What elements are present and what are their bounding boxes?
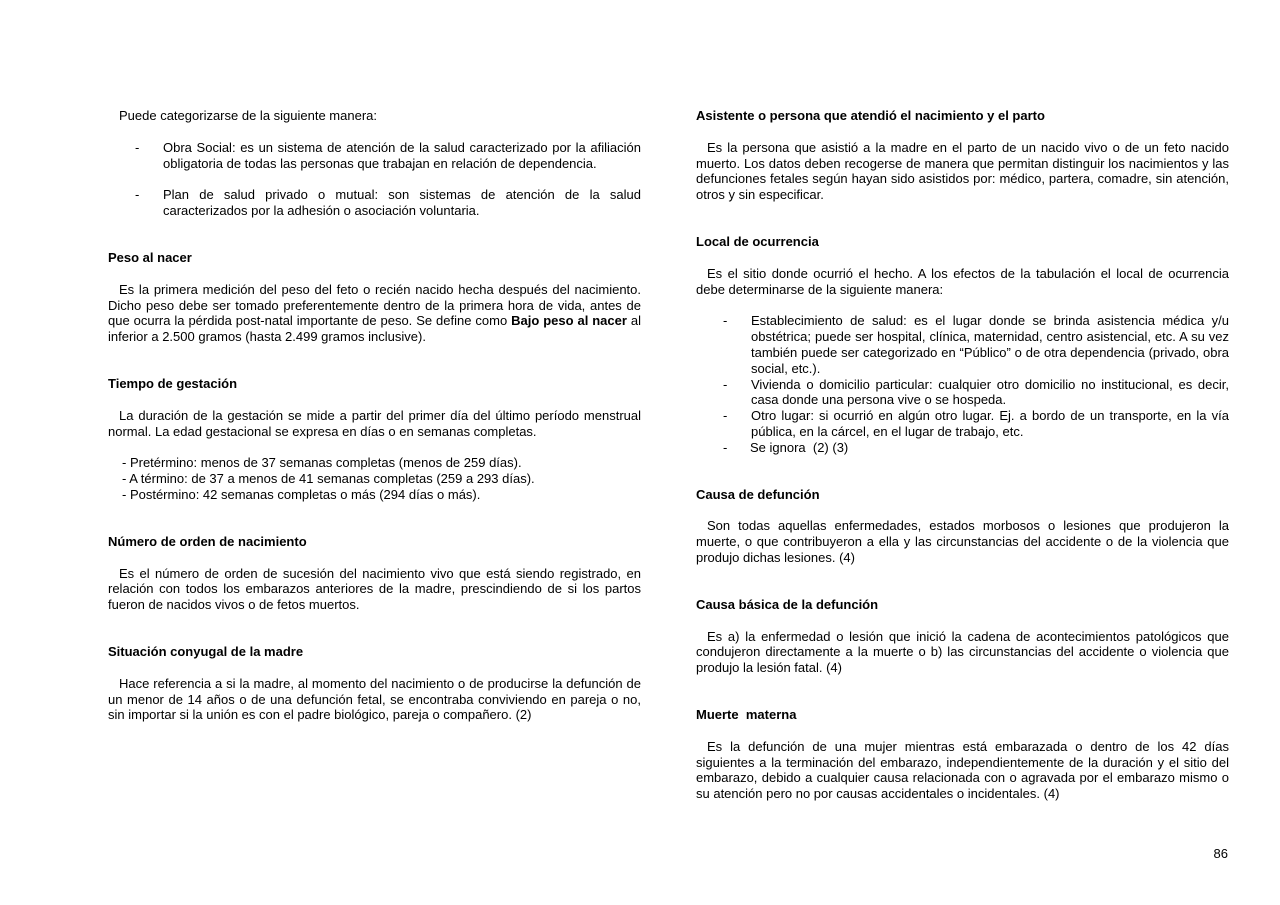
- left-column: [108, 108, 641, 723]
- place-list: [696, 313, 1229, 455]
- cause-of-death-paragraph: Son todas aquellas enfermedades, estados morbosos o lesiones que produjeron la muerte, o que contribuyeron a ella y las circunstancias del accidente o de la violencia que produjo dichas lesiones. (4): [696, 518, 1229, 565]
- page-number: 86: [1213, 846, 1228, 861]
- list-item: - Se ignora (2) (3): [723, 439, 849, 455]
- gestation-category-term: - A término: de 37 a menos de 41 semanas completas (259 a 293 días).: [122, 471, 535, 487]
- list-item: - Plan de salud privado o mutual: son sistemas de atención de la salud caracterizados por la adhesión o asociación voluntaria.: [135, 187, 641, 219]
- section-heading-attendant: Asistente o persona que atendió el nacimiento y el parto: [696, 108, 1045, 123]
- section-heading-maternal-death: Muerte materna: [696, 706, 797, 722]
- coverage-list-2: [108, 187, 641, 219]
- right-column: [696, 108, 1229, 802]
- section-heading-place: Local de ocurrencia: [696, 233, 819, 249]
- birth-weight-paragraph: Es la primera medición del peso del feto o recién nacido hecha después del nacimiento. Dicho peso debe ser tomado preferentemente dentro de la primera hora de vida, antes de que ocurra la pérdida post-natal importante de peso. Se define como Bajo peso al nacer al inferior a 2.500 gramos (hasta 2.499 gramos inclusive).: [108, 281, 641, 345]
- section-heading-birth-order: Número de orden de nacimiento: [108, 533, 307, 549]
- list-item-text: Plan de salud privado o mutual: son sistemas de atención de la salud caracterizados por la adhesión o asociación voluntaria.: [163, 187, 641, 219]
- list-item: - Establecimiento de salud: es el lugar donde se brinda asistencia médica y/u obstétrica; puede ser hospital, clínica, maternidad, centro asistencial, etc. A su vez también puede ser categorizado en “Público” o de otra dependencia (privado, obra social, etc.).: [723, 313, 1229, 376]
- gestation-paragraph: La duración de la gestación se mide a partir del primer día del último período menstrual normal. La edad gestacional se expresa en días o en semanas completas.: [108, 407, 641, 439]
- list-item-text: Establecimiento de salud: es el lugar donde se brinda asistencia médica y/u obstétrica; puede ser hospital, clínica, maternidad, centro asistencial, etc. A su vez también puede ser categorizado en “Público” o de otra dependencia (privado, obra social, etc.).: [751, 313, 1229, 376]
- gestation-category-preterm: - Pretérmino: menos de 37 semanas completas (menos de 259 días).: [122, 455, 522, 471]
- list-item-text: Vivienda o domicilio particular: cualquier otro domicilio no institucional, es decir, casa donde una persona vive o se hospeda.: [751, 376, 1229, 408]
- list-item-text: Obra Social: es un sistema de atención de la salud caracterizado por la afiliación obligatoria de todas las personas que trabajan en relación de dependencia.: [163, 139, 641, 171]
- marital-status-paragraph: Hace referencia a si la madre, al momento del nacimiento o de producirse la defunción de un menor de 14 años o de una defunción fetal, se encontraba conviviendo en pareja o no, sin importar si la unión es con el padre biológico, pareja o compañero. (2): [108, 675, 641, 723]
- section-heading-gestation: Tiempo de gestación: [108, 375, 238, 391]
- section-heading-cause-of-death: Causa de defunción: [696, 486, 820, 502]
- section-heading-birth-weight: Peso al nacer: [108, 249, 192, 265]
- birth-order-paragraph: Es el número de orden de sucesión del nacimiento vivo que está siendo registrado, en relación con todos los embarazos anteriores de la madre, prescindiendo de si los partos fueron de nacidos vivos o de fetos muertos.: [108, 565, 641, 613]
- coverage-list: [108, 140, 641, 172]
- section-heading-underlying-cause: Causa básica de la defunción: [696, 596, 879, 612]
- list-item: - Obra Social: es un sistema de atención de la salud caracterizado por la afiliación obligatoria de todas las personas que trabajan en relación de dependencia.: [135, 139, 641, 171]
- list-item: - Vivienda o domicilio particular: cualquier otro domicilio no institucional, es decir, casa donde una persona vive o se hospeda.: [723, 376, 1229, 408]
- attendant-paragraph: Es la persona que asistió a la madre en el parto de un nacido vivo o de un feto nacido muerto. Los datos deben recogerse de manera que permitan distinguir los nacimientos y las defunciones fetales según hayan sido asistidos por: médico, partera, comadre, sin atención, otros y sin especificar.: [696, 139, 1229, 203]
- list-item: - Otro lugar: si ocurrió en algún otro lugar. Ej. a bordo de un transporte, en la vía pública, en la cárcel, en el lugar de trabajo, etc.: [723, 408, 1229, 439]
- place-paragraph: Es el sitio donde ocurrió el hecho. A los efectos de la tabulación el local de ocurrencia debe determinarse de la siguiente manera:: [696, 265, 1229, 297]
- low-birth-weight-term: Bajo peso al nacer: [511, 313, 627, 329]
- coverage-intro: Puede categorizarse de la siguiente manera:: [119, 108, 377, 123]
- gestation-category-postterm: - Postérmino: 42 semanas completas o más (294 días o más).: [122, 486, 481, 502]
- list-item-text: Otro lugar: si ocurrió en algún otro lugar. Ej. a bordo de un transporte, en la vía pública, en la cárcel, en el lugar de trabajo, etc.: [751, 408, 1229, 439]
- maternal-death-paragraph: Es la defunción de una mujer mientras está embarazada o dentro de los 42 días siguientes a la terminación del embarazo, independientemente de la duración y el sitio del embarazo, debido a cualquier causa relacionada con o agravada por el embarazo mismo o su atención pero no por causas accidentales o incidentales. (4): [696, 738, 1229, 802]
- underlying-cause-paragraph: Es a) la enfermedad o lesión que inició la cadena de acontecimientos patológicos que condujeron directamente a la muerte o b) las circunstancias del accidente o violencia que produjo la lesión fatal. (4): [696, 628, 1229, 676]
- section-heading-marital-status: Situación conyugal de la madre: [108, 643, 304, 659]
- list-item-text: Se ignora (2) (3): [750, 439, 849, 455]
